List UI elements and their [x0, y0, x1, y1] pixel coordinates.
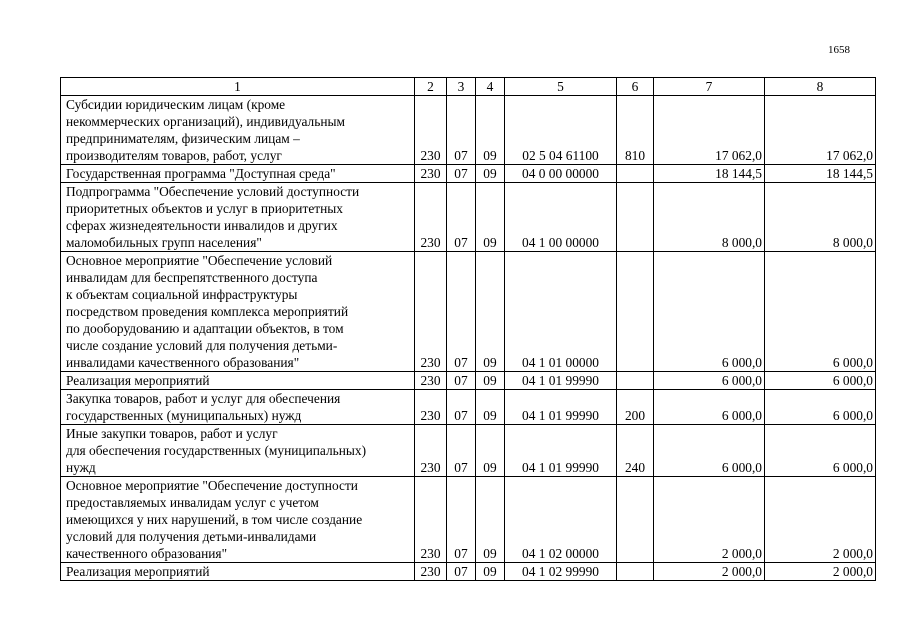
table-row [61, 477, 876, 563]
amount-cell: 2 000,0 [765, 563, 876, 581]
page-number: 1658 [828, 44, 850, 56]
subsection-cell: 09 [476, 96, 505, 165]
item-name-line: Государственная программа "Доступная среда" [66, 166, 336, 181]
item-name-line: приоритетных объектов и услуг в приоритетных [66, 201, 343, 216]
section-cell: 07 [447, 477, 476, 563]
item-name-line: нужд [66, 460, 96, 475]
code-cell: 230 [415, 425, 447, 477]
item-name-line: Реализация мероприятий [66, 373, 210, 388]
item-name-line: для обеспечения государственных (муниципальных) [66, 443, 367, 458]
amount-cell: 6 000,0 [654, 372, 765, 390]
amount-cell: 2 000,0 [654, 563, 765, 581]
item-name-line: Подпрограмма "Обеспечение условий доступности [66, 184, 360, 199]
expense-type-cell [617, 252, 654, 372]
amount-cell: 6 000,0 [765, 390, 876, 425]
code-cell: 230 [415, 252, 447, 372]
item-name-cell [61, 372, 415, 390]
item-name-cell [61, 425, 415, 477]
column-header: 5 [505, 78, 617, 96]
target-article-cell: 04 1 02 99990 [505, 563, 617, 581]
expense-type-cell [617, 563, 654, 581]
section-cell: 07 [447, 96, 476, 165]
column-header: 1 [61, 78, 415, 96]
table-row [61, 183, 876, 252]
item-name-cell [61, 165, 415, 183]
target-article-cell: 04 1 01 99990 [505, 425, 617, 477]
section-cell: 07 [447, 372, 476, 390]
target-article-cell: 04 1 00 00000 [505, 183, 617, 252]
item-name-line: по дооборудованию и адаптации объектов, в том [66, 321, 344, 336]
table-row [61, 390, 876, 425]
section-cell: 07 [447, 425, 476, 477]
amount-cell: 6 000,0 [765, 252, 876, 372]
section-cell: 07 [447, 563, 476, 581]
target-article-cell: 04 0 00 00000 [505, 165, 617, 183]
item-name-line: Закупка товаров, работ и услуг для обеспечения [66, 391, 341, 406]
expense-type-cell [617, 165, 654, 183]
budget-table [60, 77, 876, 581]
amount-cell: 6 000,0 [654, 425, 765, 477]
subsection-cell: 09 [476, 165, 505, 183]
item-name-line: к объектам социальной инфраструктуры [66, 287, 298, 302]
code-cell: 230 [415, 390, 447, 425]
expense-type-cell: 200 [617, 390, 654, 425]
subsection-cell: 09 [476, 390, 505, 425]
column-header: 6 [617, 78, 654, 96]
column-header: 2 [415, 78, 447, 96]
item-name-cell [61, 96, 415, 165]
code-cell: 230 [415, 372, 447, 390]
target-article-cell: 02 5 04 61100 [505, 96, 617, 165]
table-row [61, 96, 876, 165]
subsection-cell: 09 [476, 183, 505, 252]
amount-cell: 6 000,0 [654, 390, 765, 425]
column-header: 4 [476, 78, 505, 96]
table-row [61, 563, 876, 581]
subsection-cell: 09 [476, 477, 505, 563]
target-article-cell: 04 1 02 00000 [505, 477, 617, 563]
amount-cell: 17 062,0 [654, 96, 765, 165]
code-cell: 230 [415, 477, 447, 563]
item-name-line: Иные закупки товаров, работ и услуг [66, 426, 278, 441]
expense-type-cell: 240 [617, 425, 654, 477]
item-name-cell [61, 477, 415, 563]
column-header: 7 [654, 78, 765, 96]
amount-cell: 17 062,0 [765, 96, 876, 165]
item-name-line: Основное мероприятие "Обеспечение условий [66, 253, 333, 268]
item-name-line: условий для получения детьми-инвалидами [66, 529, 317, 544]
item-name-line: инвалидами качественного образования" [66, 355, 300, 370]
item-name-line: производителям товаров, работ, услуг [66, 148, 282, 163]
item-name-cell [61, 183, 415, 252]
amount-cell: 8 000,0 [654, 183, 765, 252]
expense-type-cell [617, 183, 654, 252]
item-name-line: Основное мероприятие "Обеспечение доступности [66, 478, 358, 493]
item-name-line: посредством проведения комплекса мероприятий [66, 304, 349, 319]
subsection-cell: 09 [476, 563, 505, 581]
amount-cell: 8 000,0 [765, 183, 876, 252]
table-body [61, 78, 876, 581]
subsection-cell: 09 [476, 252, 505, 372]
item-name-line: инвалидам для беспрепятственного доступа [66, 270, 318, 285]
section-cell: 07 [447, 183, 476, 252]
item-name-cell [61, 563, 415, 581]
item-name-line: маломобильных групп населения" [66, 235, 262, 250]
subsection-cell: 09 [476, 372, 505, 390]
target-article-cell: 04 1 01 99990 [505, 390, 617, 425]
item-name-line: имеющихся у них нарушений, в том числе создание [66, 512, 363, 527]
expense-type-cell [617, 477, 654, 563]
table-row [61, 252, 876, 372]
amount-cell: 6 000,0 [765, 425, 876, 477]
code-cell: 230 [415, 183, 447, 252]
section-cell: 07 [447, 165, 476, 183]
code-cell: 230 [415, 563, 447, 581]
item-name-cell [61, 390, 415, 425]
amount-cell: 2 000,0 [765, 477, 876, 563]
header-row [61, 78, 876, 96]
code-cell: 230 [415, 165, 447, 183]
subsection-cell: 09 [476, 425, 505, 477]
table-row [61, 425, 876, 477]
item-name-line: числе создание условий для получения детьми- [66, 338, 338, 353]
item-name-line: некоммерческих организаций), индивидуальным [66, 114, 345, 129]
section-cell: 07 [447, 252, 476, 372]
item-name-line: качественного образования" [66, 546, 228, 561]
item-name-line: предоставляемых инвалидам услуг с учетом [66, 495, 319, 510]
amount-cell: 18 144,5 [654, 165, 765, 183]
section-cell: 07 [447, 390, 476, 425]
expense-type-cell [617, 372, 654, 390]
table-row [61, 165, 876, 183]
code-cell: 230 [415, 96, 447, 165]
column-header: 3 [447, 78, 476, 96]
item-name-line: сферах жизнедеятельности инвалидов и других [66, 218, 338, 233]
item-name-cell [61, 252, 415, 372]
target-article-cell: 04 1 01 00000 [505, 252, 617, 372]
item-name-line: государственных (муниципальных) нужд [66, 408, 302, 423]
item-name-line: Субсидии юридическим лицам (кроме [66, 97, 286, 112]
amount-cell: 6 000,0 [765, 372, 876, 390]
column-header: 8 [765, 78, 876, 96]
amount-cell: 18 144,5 [765, 165, 876, 183]
amount-cell: 2 000,0 [654, 477, 765, 563]
item-name-line: Реализация мероприятий [66, 564, 210, 579]
amount-cell: 6 000,0 [654, 252, 765, 372]
target-article-cell: 04 1 01 99990 [505, 372, 617, 390]
item-name-line: предпринимателям, физическим лицам – [66, 131, 300, 146]
table-row [61, 372, 876, 390]
expense-type-cell: 810 [617, 96, 654, 165]
